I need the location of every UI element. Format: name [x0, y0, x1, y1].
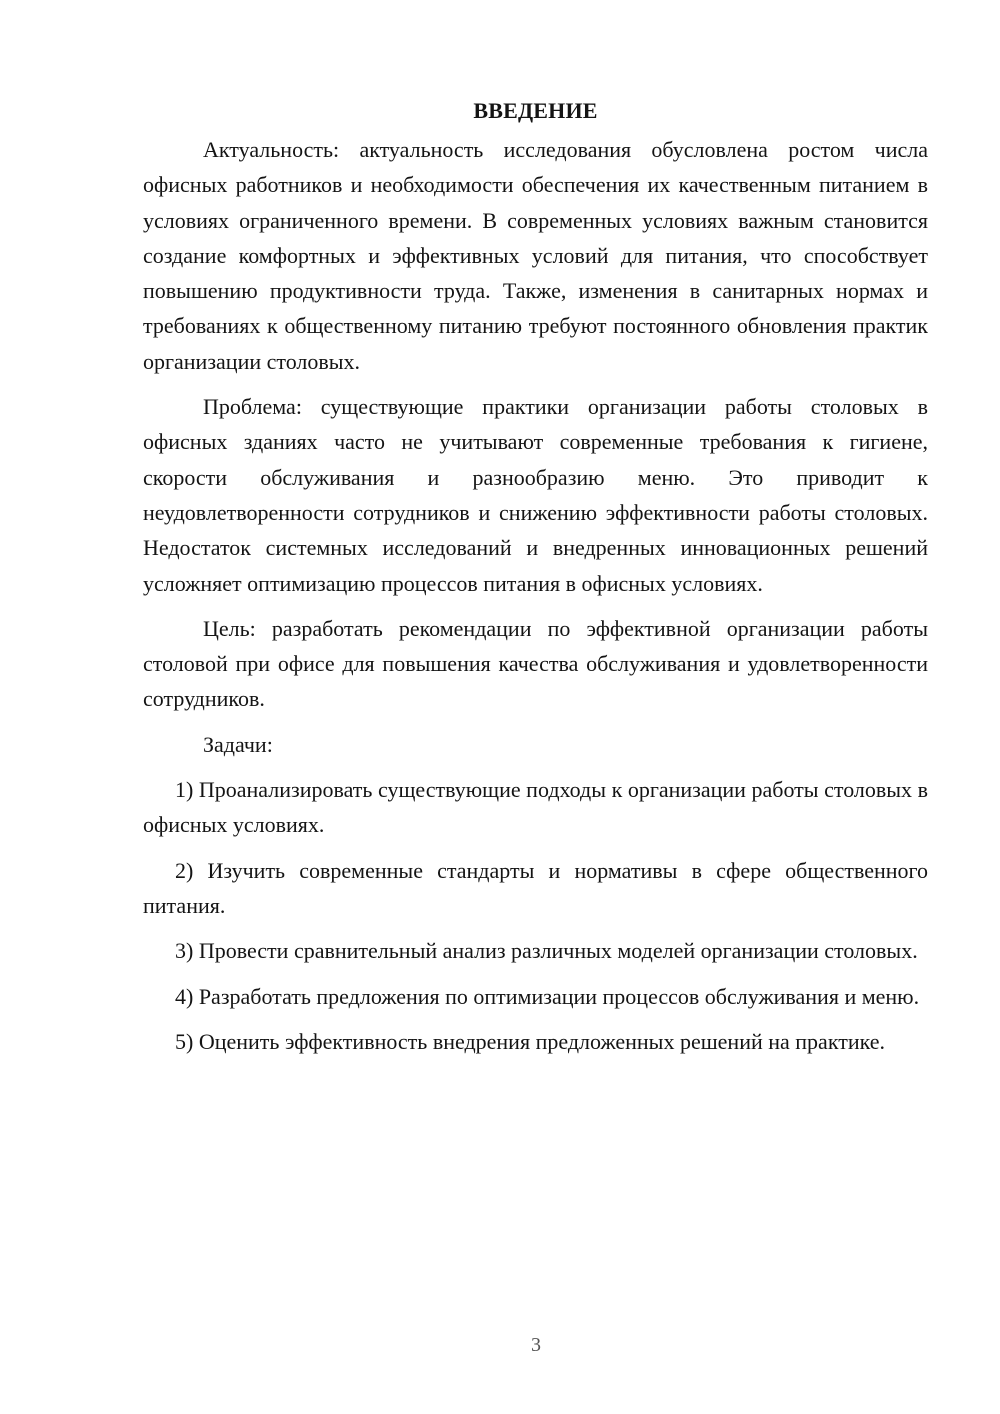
paragraph-relevance: Актуальность: актуальность исследования обусловлена ростом числа офисных работников и необходимости обеспечения их качественным питанием в условиях ограниченного времени. В современных условиях важным становится создание комфортных и эффективных условий для питания, что способствует повышению продуктивности труда. Также, изменения в санитарных нормах и требованиях к общественному питанию требуют постоянного обновления практик организации столовых.	[143, 137, 928, 374]
tasks-heading: Задачи:	[203, 731, 273, 757]
page-number: 3	[531, 1334, 541, 1356]
document-body	[143, 94, 928, 1069]
task-item-3: 3) Провести сравнительный анализ различных моделей организации столовых.	[175, 938, 918, 964]
task-item-4: 4) Разработать предложения по оптимизации процессов обслуживания и меню.	[175, 983, 920, 1009]
page-title: ВВЕДЕНИЕ	[473, 98, 598, 123]
task-item-1: 1) Проанализировать существующие подходы к организации работы столовых в офисных условиях.	[143, 777, 928, 838]
paragraph-goal: Цель: разработать рекомендации по эффективной организации работы столовой при офисе для повышения качества обслуживания и удовлетворенности сотрудников.	[143, 615, 928, 712]
paragraph-problem: Проблема: существующие практики организации работы столовых в офисных зданиях часто не учитывают современные требования к гигиене, скорости обслуживания и разнообразию меню. Это приводит к неудовлетворенности сотрудников и снижению эффективности работы столовых. Недостаток системных исследований и внедренных инновационных решений усложняет оптимизацию процессов питания в офисных условиях.	[143, 394, 928, 596]
task-item-5: 5) Оценить эффективность внедрения предложенных решений на практике.	[175, 1028, 886, 1054]
task-item-2: 2) Изучить современные стандарты и нормативы в сфере общественного питания.	[143, 857, 928, 918]
